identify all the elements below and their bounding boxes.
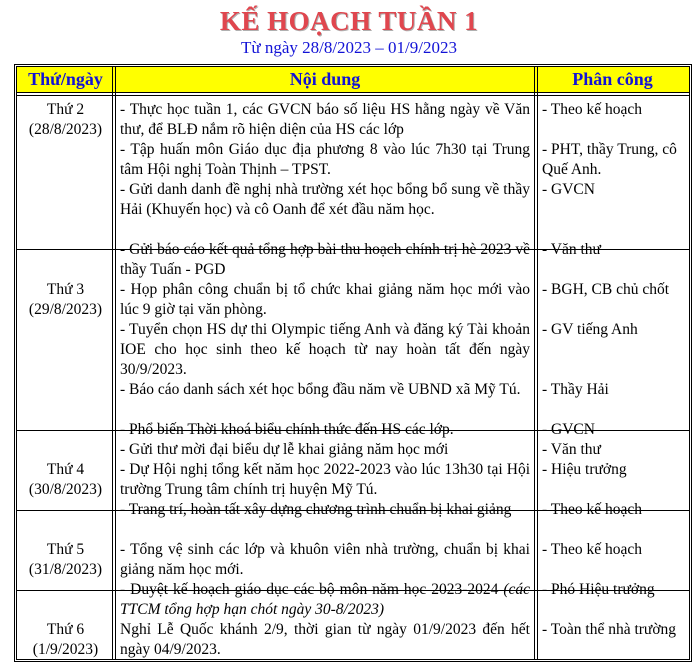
header-assignment: Phân công — [536, 67, 689, 92]
table-row-day — [17, 280, 114, 320]
day-name: Thứ 3 — [46, 281, 85, 298]
row-content: Nghỉ Lễ Quốc khánh 2/9, thời gian từ ngày 01/9/2023 đến hết ngày 04/9/2023. — [120, 621, 530, 658]
day-date: (29/8/2023) — [28, 300, 103, 318]
row-assignment: - Theo kế hoạch — [542, 101, 642, 118]
row-assignment: - Thầy Hải — [542, 381, 609, 398]
row-assignment: - Theo kế hoạch — [542, 541, 642, 558]
row-assignment: - Văn thư — [542, 441, 601, 458]
column-divider — [534, 67, 538, 659]
row-content: - Gửi danh danh đề nghị nhà trường xét học bổng bổ sung về thầy Hải (Khuyến học) và cô Oanh để xét đầu năm học. — [120, 181, 530, 218]
day-name: Thứ 6 — [46, 621, 85, 638]
day-name: Thứ 2 — [46, 101, 85, 118]
schedule-table — [14, 64, 692, 662]
header-divider — [17, 92, 689, 96]
row-assignment: - PHT, thầy Trung, cô Quế Anh. — [542, 141, 677, 178]
row-content: - Họp phân công chuẩn bị tổ chức khai giảng năm học mới vào lúc 9 giờ tại văn phòng. — [120, 281, 530, 318]
row-content: - Thực học tuần 1, các GVCN báo số liệu HS hằng ngày về Văn thư, để BLĐ nắm rõ hiện diện của HS các lớp — [120, 101, 530, 138]
row-content: - Báo cáo danh sách xét học bổng đầu năm về UBND xã Mỹ Tú. — [120, 381, 521, 398]
day-date: (30/8/2023) — [28, 480, 103, 498]
row-content: - Phổ biến Thời khoá biểu chính thức đến HS các lớp. — [120, 421, 454, 438]
row-assignment: - Theo kế hoạch — [542, 501, 642, 518]
table-row-day — [17, 620, 114, 660]
day-date: (28/8/2023) — [28, 120, 103, 138]
row-content-text: - Duyệt kế hoạch giáo dục các bộ môn năm học 2023-2024 — [120, 581, 499, 598]
row-assignment: - Phó Hiệu trưởng — [542, 581, 655, 598]
row-assignment: - BGH, CB chủ chốt — [542, 281, 670, 298]
day-date: (31/8/2023) — [28, 560, 103, 578]
row-assignment: - Văn thư — [542, 241, 601, 258]
row-content-note: (các TTCM tổng hợp hạn chót ngày 30-8/2023) — [120, 581, 531, 618]
row-assignment: - GV tiếng Anh — [542, 321, 638, 338]
row-content: - Tuyển chọn HS dự thi Olympic tiếng Anh và đăng ký Tài khoản IOE cho học sinh theo kế hoạch từ nay hoàn tất đến ngày 30/9/2023. — [120, 321, 530, 378]
row-assignment: - Hiệu trưởng — [542, 461, 627, 478]
day-name: Thứ 4 — [46, 461, 85, 478]
table-row-day — [17, 460, 114, 500]
row-content: - Tập huấn môn Giáo dục địa phương 8 vào lúc 7h30 tại Trung tâm Hội nghị Toàn Thịnh – TPST. — [120, 141, 530, 178]
table-row-day — [17, 100, 114, 140]
row-content: - Trang trí, hoàn tất xây dựng chương trình chuẩn bị khai giảng — [120, 501, 512, 518]
header-day: Thứ/ngày — [17, 67, 114, 92]
day-name: Thứ 5 — [46, 541, 85, 558]
row-content: - Gửi thư mời đại biểu dự lễ khai giảng năm học mới — [120, 441, 449, 458]
date-range-subtitle: Từ ngày 28/8/2023 – 01/9/2023 — [240, 38, 458, 57]
row-assignment: - Toàn thể nhà trường — [542, 621, 677, 638]
row-assignment: - GVCN — [542, 181, 595, 198]
row-content — [120, 580, 530, 620]
row-content: - Dự Hội nghị tổng kết năm học 2022-2023 vào lúc 13h30 tại Hội trường Trung tâm chính trị huyện Mỹ Tú. — [120, 461, 530, 498]
header-content: Nội dung — [114, 67, 536, 92]
row-content: - Gửi báo cáo kết quả tổng hợp bài thu hoạch chính trị hè 2023 về thầy Tuấn - PGD — [120, 241, 530, 278]
day-date: (1/9/2023) — [32, 640, 99, 658]
table-row-day — [17, 540, 114, 580]
row-assignment: - GVCN — [542, 421, 595, 438]
page-title: KẾ HOẠCH TUẦN 1 — [219, 6, 479, 36]
row-content: - Tổng vệ sinh các lớp và khuôn viên nhà trường, chuẩn bị khai giảng năm học mới. — [120, 541, 530, 578]
